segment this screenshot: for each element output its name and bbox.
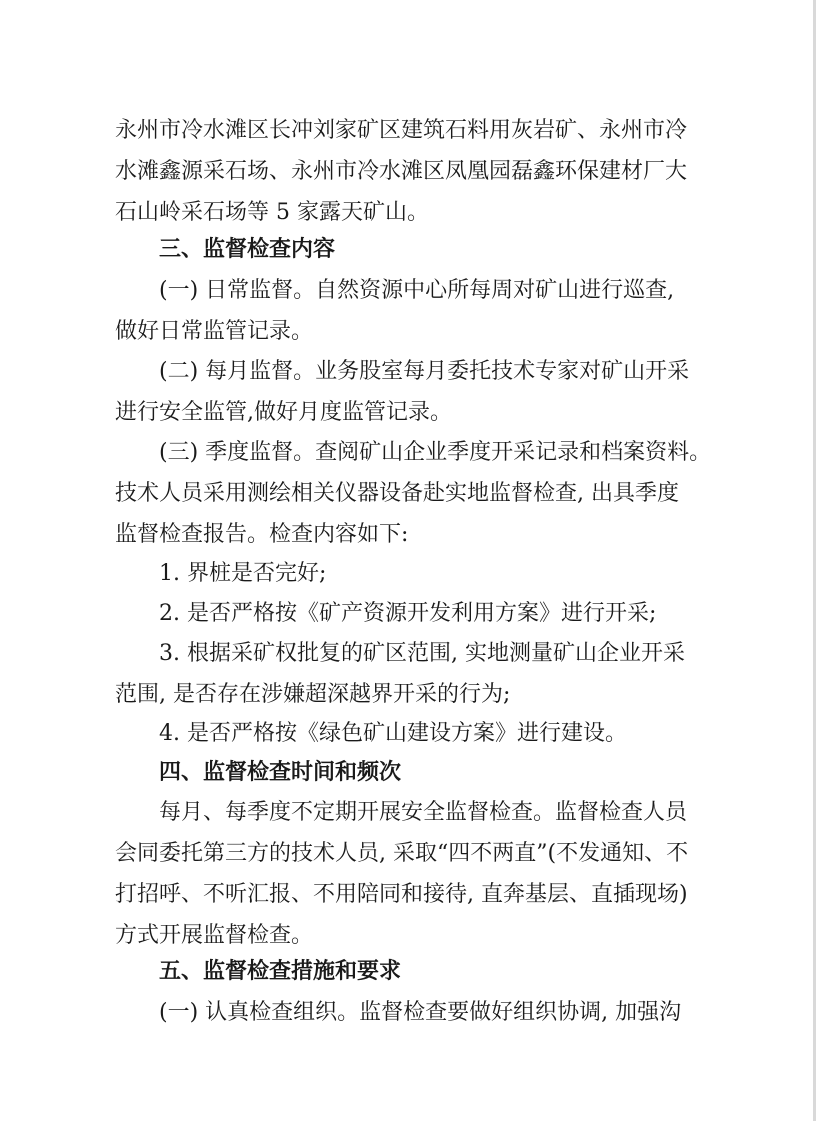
text-line: 石山岭采石场等 5 家露天矿山。 [115,200,429,225]
text-line: 技术人员采用测绘相关仪器设备赴实地监督检查, 出具季度 [115,481,679,506]
text-line: 每月、每季度不定期开展安全监督检查。监督检查人员 [159,800,688,825]
text-line: 水滩鑫源采石场、永州市冷水滩区凤凰园磊鑫环保建材厂大 [115,159,688,184]
text-line: 方式开展监督检查。 [115,923,314,948]
paragraph-mine-list [115,110,695,233]
paragraph-quarterly-supervision [115,432,712,555]
section-heading-3 [115,229,695,270]
text-line: 打招呼、不听汇报、不用陪同和接待, 直奔基层、直插现场) [115,882,688,907]
text-line: (三) 季度监督。查阅矿山企业季度开采记录和档案资料。 [159,440,712,465]
text-line: 监督检查报告。检查内容如下: [115,522,409,547]
text-line: 会同委托第三方的技术人员, 采取“四不两直”(不发通知、不 [115,841,689,866]
heading-text: 三、监督检查内容 [159,237,336,262]
text-line: 进行安全监管,做好月度监管记录。 [115,400,452,425]
paragraph-monthly-supervision [115,351,695,433]
text-line: 1. 界桩是否完好; [159,561,327,586]
text-line: 3. 根据采矿权批复的矿区范围, 实地测量矿山企业开采 [159,641,685,666]
text-line: 做好日常监管记录。 [115,319,314,344]
list-item-4 [115,713,695,754]
text-line: (一) 日常监督。自然资源中心所每周对矿山进行巡查, [159,278,675,303]
paragraph-organization [115,992,695,1033]
paragraph-daily-supervision [115,270,695,352]
text-line: (二) 每月监督。业务股室每月委托技术专家对矿山开采 [159,359,690,384]
list-item-3 [115,633,695,715]
text-line: (一) 认真检查组织。监督检查要做好组织协调, 加强沟 [159,1000,682,1025]
list-item-1 [115,553,695,594]
paragraph-inspection-frequency [115,792,695,956]
section-heading-4 [115,752,695,793]
text-line: 4. 是否严格按《绿色矿山建设方案》进行建设。 [159,721,627,746]
list-item-2 [115,593,695,634]
heading-text: 四、监督检查时间和频次 [159,760,402,785]
heading-text: 五、监督检查措施和要求 [159,959,402,984]
text-line: 2. 是否严格按《矿产资源开发利用方案》进行开采; [159,601,657,626]
section-heading-5 [115,951,695,992]
text-line: 永州市冷水滩区长冲刘家矿区建筑石料用灰岩矿、永州市冷 [115,118,688,143]
text-line: 范围, 是否存在涉嫌超深越界开采的行为; [115,682,511,707]
